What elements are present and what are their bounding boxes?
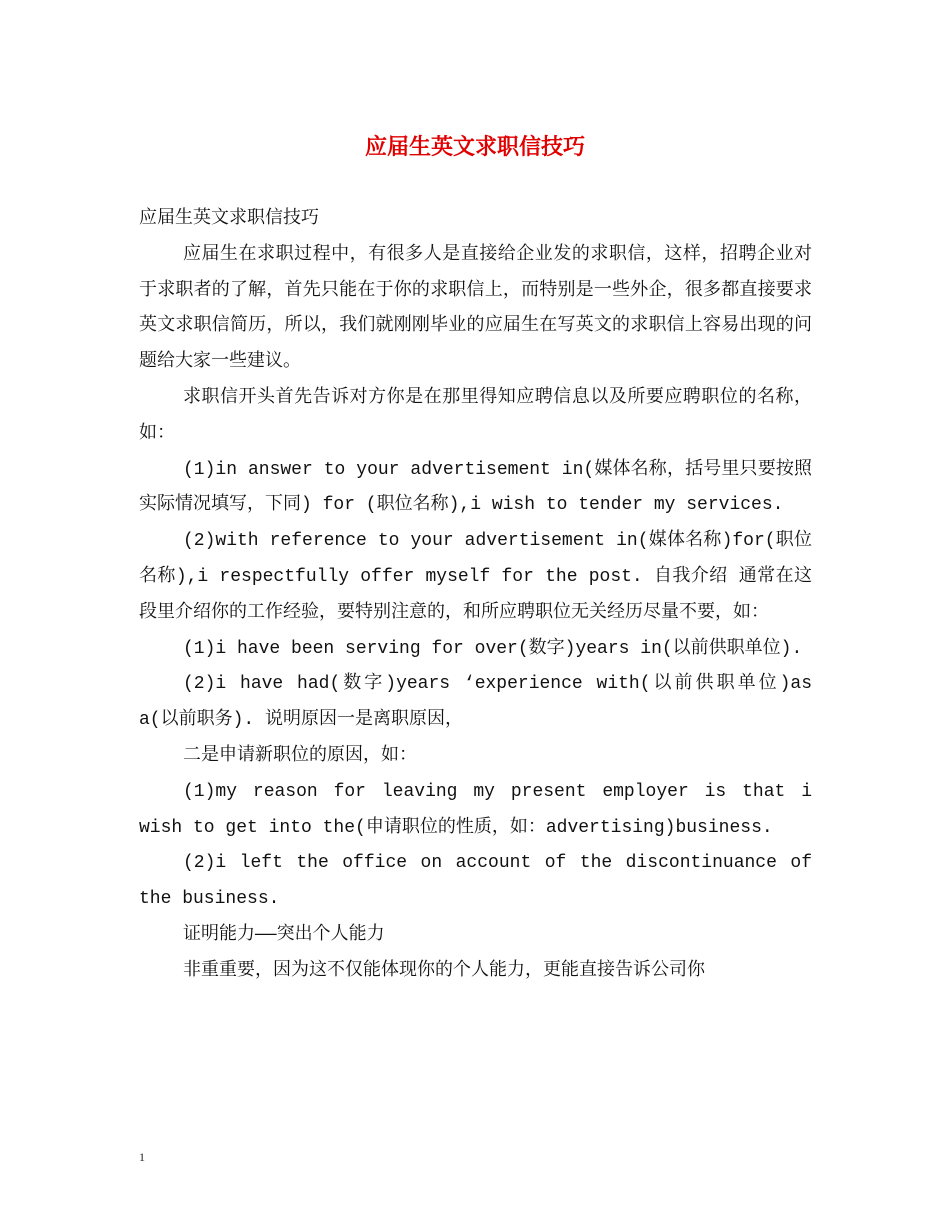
example-paragraph: (1)my reason for leaving my present employer is that i wish to get into the(申请职位的性质，如：advertising)business.	[139, 781, 812, 838]
page-number: 1	[139, 1150, 145, 1164]
document-title: 应届生英文求职信技巧	[364, 134, 585, 160]
reason-paragraph: 二是申请新职位的原因，如：	[183, 745, 417, 766]
document-body	[139, 202, 812, 990]
example-paragraph: (2)i left the office on account of the discontinuance of the business.	[139, 853, 812, 910]
subheading-paragraph: 证明能力——突出个人能力	[183, 924, 385, 945]
body-paragraph: 非重重要，因为这不仅能体现你的个人能力，更能直接告诉公司你	[183, 960, 705, 981]
intro-paragraph: 应届生在求职过程中，有很多人是直接给企业发的求职信，这样，招聘企业对于求职者的了解，首先只能在于你的求职信上，而特别是一些外企，很多都直接要求英文求职信简历，所以，我们就刚刚毕业的应届生在写英文的求职信上容易出现的问题给大家一些建议。	[139, 244, 812, 373]
example-paragraph: (1)i have been serving for over(数字)years in(以前供职单位).	[183, 638, 803, 659]
opening-paragraph: 求职信开头首先告诉对方你是在那里得知应聘信息以及所要应聘职位的名称，如：	[139, 387, 812, 444]
example-paragraph: (2)i have had(数字)years ‘experience with(以前供职单位)as a(以前职务). 说明原因一是离职原因，	[139, 674, 812, 731]
example-paragraph: (2)with reference to your advertisement in(媒体名称)for(职位名称),i respectfully offer myself for the post. 自我介绍 通常在这段里介绍你的工作经验，要特别注意的，和所应聘职位无关经历尽量不要，如：	[139, 531, 812, 623]
section-heading: 应届生英文求职信技巧	[139, 209, 319, 229]
example-paragraph: (1)in answer to your advertisement in(媒体名称，括号里只要按照实际情况填写，下同) for (职位名称),i wish to tender my services.	[139, 459, 812, 516]
